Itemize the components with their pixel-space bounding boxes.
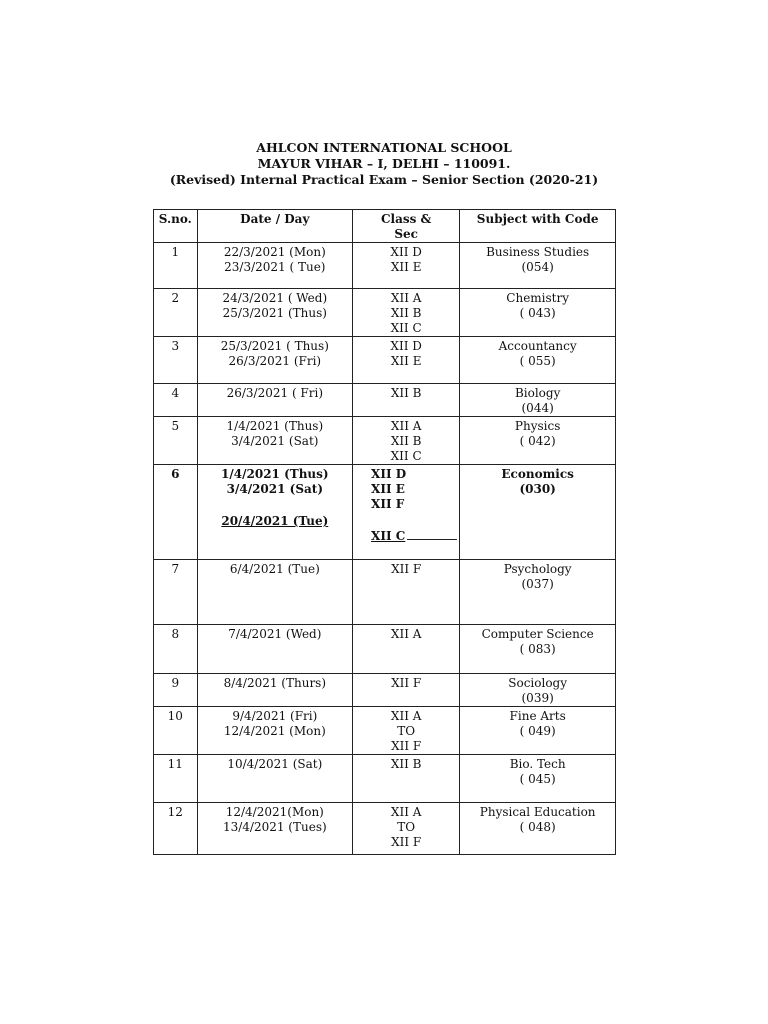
- cell-sno: 1: [154, 243, 198, 289]
- cell-sno: 11: [154, 755, 198, 803]
- cell-class: XII D XII E XII F XII C: [353, 465, 460, 560]
- cell-subject: Psychology (037): [460, 560, 616, 625]
- cell-subject: Chemistry ( 043): [460, 289, 616, 337]
- cell-class: XII A XII B XII C: [353, 289, 460, 337]
- cell-subject: Business Studies (054): [460, 243, 616, 289]
- table-row: [154, 289, 616, 337]
- table-row: [154, 560, 616, 625]
- table-row: [154, 674, 616, 707]
- cell-class: XII D XII E: [353, 243, 460, 289]
- cell-class: XII B: [353, 384, 460, 417]
- document-title: (Revised) Internal Practical Exam – Senior Section (2020-21): [169, 172, 599, 187]
- cell-class: XII D XII E: [353, 337, 460, 384]
- cell-subject: Sociology (039): [460, 674, 616, 707]
- cell-subject: Physics ( 042): [460, 417, 616, 465]
- cell-subject: Computer Science ( 083): [460, 625, 616, 674]
- cell-class: XII F: [353, 674, 460, 707]
- table-row: [154, 803, 616, 855]
- cell-date: 26/3/2021 ( Fri): [197, 384, 352, 417]
- cell-date: 9/4/2021 (Fri) 12/4/2021 (Mon): [197, 707, 352, 755]
- cell-subject: Fine Arts ( 049): [460, 707, 616, 755]
- cell-sno: 6: [154, 465, 198, 560]
- cell-date: 25/3/2021 ( Thus) 26/3/2021 (Fri): [197, 337, 352, 384]
- cell-class: XII F: [353, 560, 460, 625]
- cell-date: 12/4/2021(Mon) 13/4/2021 (Tues): [197, 803, 352, 855]
- header-subject: Subject with Code: [460, 210, 616, 243]
- header-date-day: Date / Day: [197, 210, 352, 243]
- cell-date: 24/3/2021 ( Wed) 25/3/2021 (Thus): [197, 289, 352, 337]
- table-row: [154, 417, 616, 465]
- cell-subject: Accountancy ( 055): [460, 337, 616, 384]
- cell-sno: 3: [154, 337, 198, 384]
- cell-sno: 7: [154, 560, 198, 625]
- table-row: [154, 755, 616, 803]
- header-class-sec: Class & Sec: [353, 210, 460, 243]
- cell-sno: 5: [154, 417, 198, 465]
- cell-class: XII A: [353, 625, 460, 674]
- cell-class: XII A TO XII F: [353, 707, 460, 755]
- document-header: [0, 140, 768, 188]
- cell-date: 1/4/2021 (Thus) 3/4/2021 (Sat) 20/4/2021 (Tue): [197, 465, 352, 560]
- table-row: [154, 243, 616, 289]
- cell-sno: 4: [154, 384, 198, 417]
- cell-sno: 2: [154, 289, 198, 337]
- school-name: AHLCON INTERNATIONAL SCHOOL: [256, 140, 512, 155]
- cell-date: 7/4/2021 (Wed): [197, 625, 352, 674]
- table-header-row: [154, 210, 616, 243]
- cell-class: XII A TO XII F: [353, 803, 460, 855]
- cell-date: 22/3/2021 (Mon) 23/3/2021 ( Tue): [197, 243, 352, 289]
- cell-date: 8/4/2021 (Thurs): [197, 674, 352, 707]
- table-row: [154, 465, 616, 560]
- cell-class: XII B: [353, 755, 460, 803]
- cell-date: 10/4/2021 (Sat): [197, 755, 352, 803]
- cell-date: 1/4/2021 (Thus) 3/4/2021 (Sat): [197, 417, 352, 465]
- header-sno: S.no.: [154, 210, 198, 243]
- cell-sno: 10: [154, 707, 198, 755]
- cell-date: 6/4/2021 (Tue): [197, 560, 352, 625]
- underline-rule: [407, 529, 457, 540]
- cell-sno: 9: [154, 674, 198, 707]
- table-row: [154, 384, 616, 417]
- exam-schedule-table: [153, 209, 616, 855]
- cell-subject: Biology (044): [460, 384, 616, 417]
- cell-subject: Physical Education ( 048): [460, 803, 616, 855]
- cell-subject: Bio. Tech ( 045): [460, 755, 616, 803]
- cell-sno: 12: [154, 803, 198, 855]
- school-address: MAYUR VIHAR – I, DELHI – 110091.: [257, 156, 511, 171]
- cell-class: XII A XII B XII C: [353, 417, 460, 465]
- table-row: [154, 707, 616, 755]
- table-row: [154, 337, 616, 384]
- cell-sno: 8: [154, 625, 198, 674]
- table-row: [154, 625, 616, 674]
- cell-subject: Economics (030): [460, 465, 616, 560]
